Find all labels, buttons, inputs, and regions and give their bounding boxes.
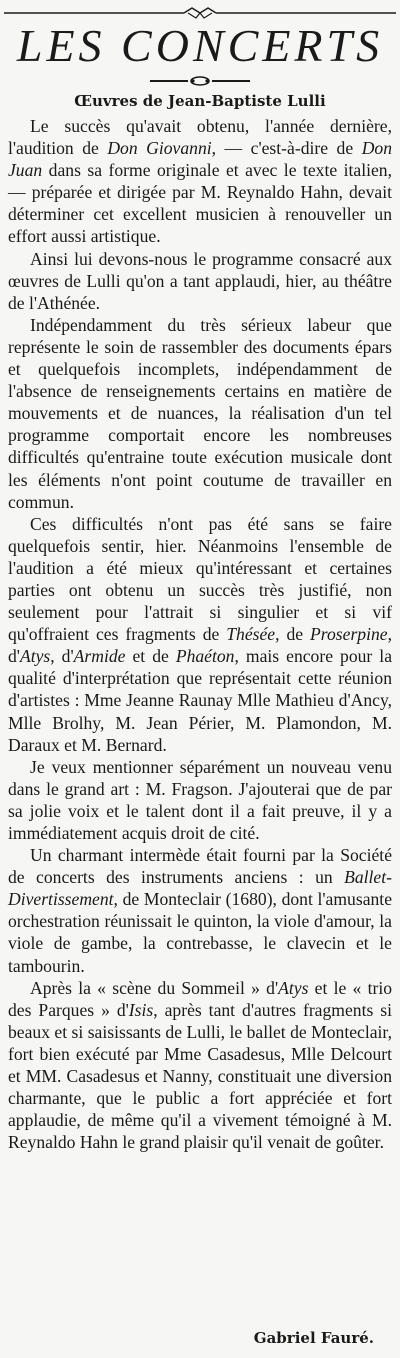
paragraph-text: dans sa forme originale et avec le texte italien, — préparée et dirigée par M. Reynaldo Hahn, devait déterminer cet excellent musicien à renouveller un effort aussi artistique. <box>8 160 392 247</box>
article-paragraph <box>8 844 392 977</box>
article-body <box>8 115 392 1153</box>
page-title: LES CONCERTS <box>16 20 384 71</box>
italic-title-text: Don Giovanni <box>107 138 212 159</box>
article-paragraph <box>8 977 392 1154</box>
paragraph-text: Ces difficultés n'ont pas été sans se faire quelquefois sentir, hier. Néanmoins l'ensemble de l'audition a été mieux qu'intéressant et certaines parties ont obtenu un succès très justifié, non seulement pour l'attrait si singulier et si vif qu'offraient ces fragments de <box>8 513 392 645</box>
paragraph-text: , d' <box>50 646 74 667</box>
italic-title-text: Don Juan <box>8 138 392 181</box>
title-ornament <box>150 74 250 88</box>
paragraph-text: , mais encore pour la qualité d'interprétation que représentait cette réunion d'artistes : Mme Jeanne Raunay Mlle Mathieu d'Ancy, Mlle Brolhy, M. Jean Périer, M. Plamondon, M. Daraux et M. Bernard. <box>8 646 393 755</box>
paragraph-text: Un charmant intermède était fourni par la Société de concerts des instruments anciens : un <box>8 845 392 888</box>
paragraph-text: et de <box>125 646 176 667</box>
article-paragraph <box>8 756 392 844</box>
article-paragraph <box>8 513 392 756</box>
paragraph-text: , de <box>275 624 311 645</box>
paragraph-text: Je veux mentionner séparément un nouveau venu dans le grand art : M. Fragson. J'ajouterai que de par sa jolie voix et le talent dont il a fait preuve, il y a immédiatement acquis droit de cité. <box>8 756 392 843</box>
paragraph-text: , d' <box>8 624 392 667</box>
italic-title-text: Isis <box>128 999 154 1020</box>
italic-title-text: Thésée <box>226 624 276 645</box>
paragraph-text: , — c'est-à-dire de <box>211 138 362 159</box>
italic-title-text: Armide <box>73 646 126 667</box>
italic-title-text: Atys <box>19 646 51 667</box>
italic-title-text: Phaéton <box>175 646 235 667</box>
italic-title-text: Atys <box>278 977 309 998</box>
article-paragraph <box>8 314 392 513</box>
author-signature: Gabriel Fauré. <box>253 1329 374 1347</box>
paragraph-text: Après la « scène du Sommeil » d' <box>30 977 279 998</box>
paragraph-text: Ainsi lui devons-nous le programme consacré aux œuvres de Lulli qu'on a tant applaudi, hier, au théâtre de l'Athénée. <box>8 248 392 313</box>
italic-title-text: Ballet-Divertissement <box>8 867 392 910</box>
article-paragraph <box>8 115 392 248</box>
article-subtitle: Œuvres de Jean-Baptiste Lulli <box>74 92 326 110</box>
paragraph-text: Le succès qu'avait obtenu, l'année dernière, l'audition de <box>8 116 392 159</box>
italic-title-text: Proserpine <box>310 624 388 645</box>
paragraph-text: Indépendamment du très sérieux labeur que représente le soin de rassembler des documents épars et quelquefois incomplets, indépendamment de l'absence de renseignements certains en matière de mouvements et de nuances, la réalisation d'un tel programme comportait encore les nombreuses difficultés qu'entraine toute exécution musicale dont les éléments n'ont point coutume de travailler en commun. <box>8 314 392 512</box>
paragraph-text: et le « trio des Parques » d' <box>8 977 393 1020</box>
paragraph-text: , de Monteclair (1680), dont l'amusante orchestration réunissait le quinton, la viole d'amour, la viole de gambe, la contrebasse, le clavecin et le tambourin. <box>8 889 392 976</box>
article-paragraph <box>8 248 392 314</box>
paragraph-text: , après tant d'autres fragments si beaux et si saisissants de Lulli, le ballet de Monteclair, fort bien exécuté par Mme Casadesus, Mlle Delcourt et MM. Casadesus et Nanny, constituait une diversion charmante, que le public a fort appréciée et fort applaudie, de même qu'il a vivement témoigné à M. Reynaldo Hahn le grand plaisir qu'il venait de goûter. <box>8 999 392 1153</box>
